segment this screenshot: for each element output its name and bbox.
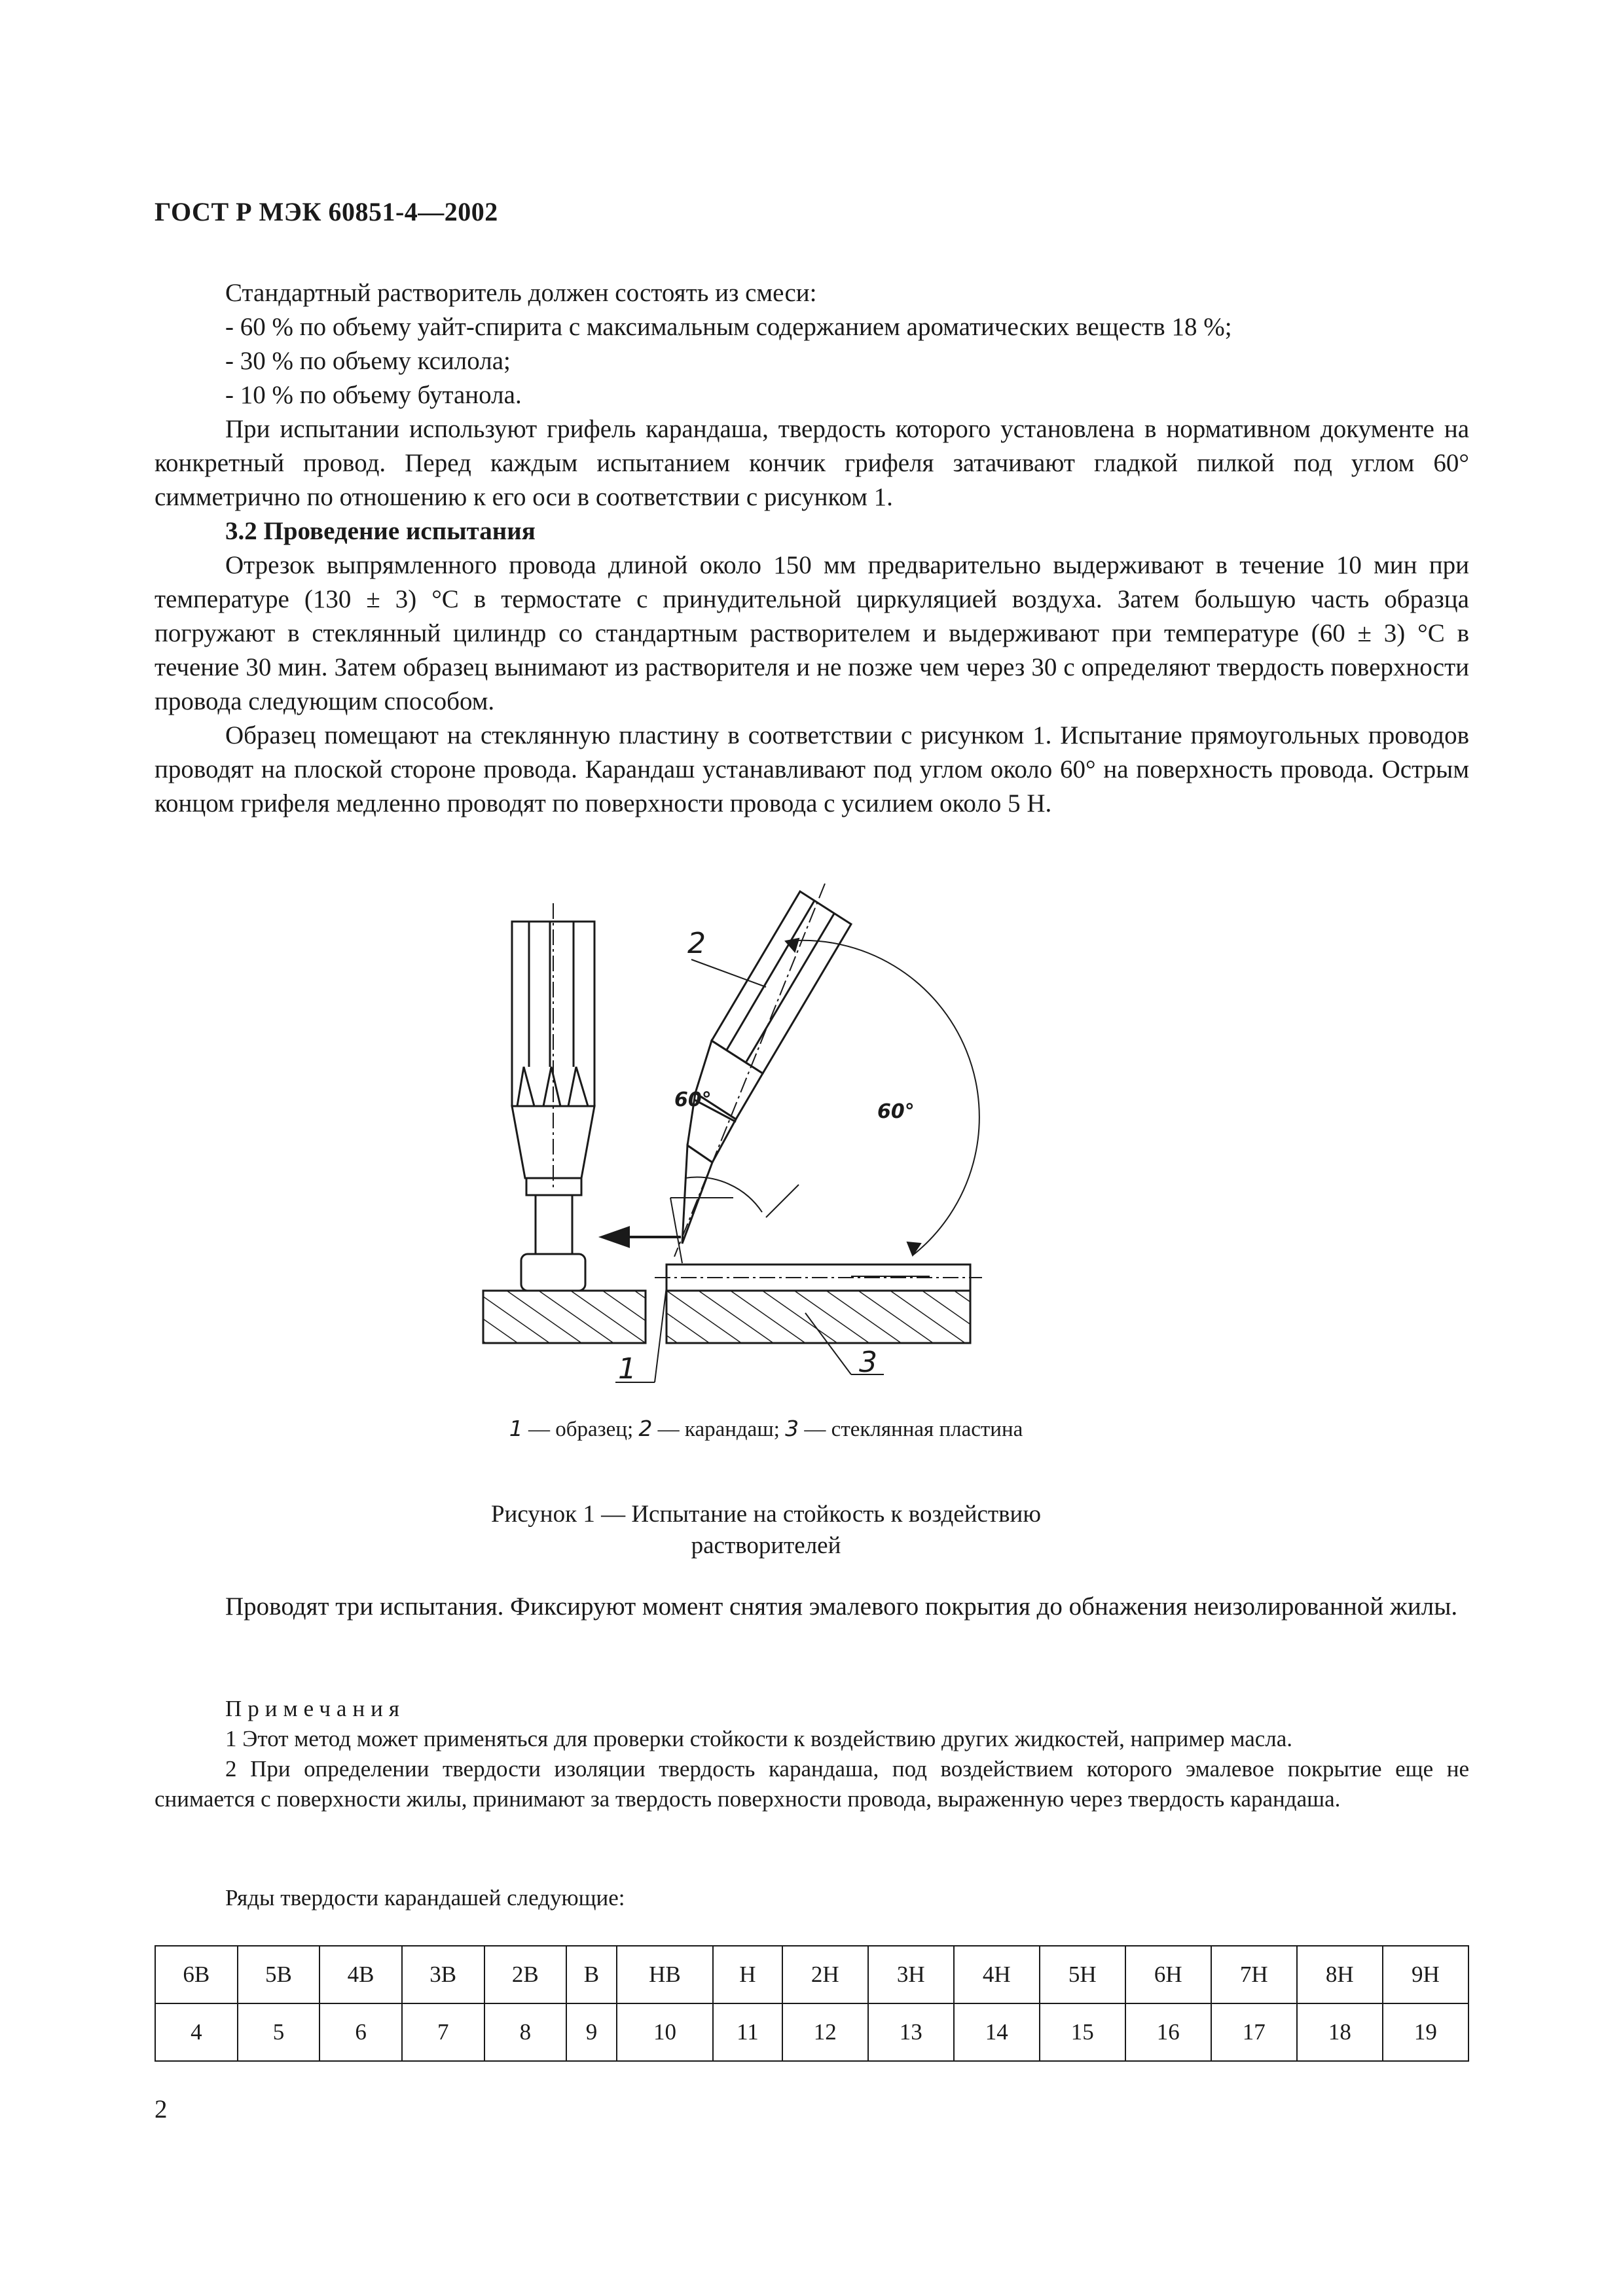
number-cell: 14 — [954, 2003, 1040, 2061]
paragraph-three-tests: Проводят три испытания. Фиксируют момент снятия эмалевого покрытия до обнажения неизолированной жилы. — [225, 1592, 1458, 1621]
legend-text-3: — стеклянная пластина — [799, 1418, 1023, 1441]
grade-cell: 3H — [868, 1946, 954, 2003]
number-cell: 7 — [402, 2003, 484, 2061]
vertical-pencil — [512, 903, 594, 1291]
grade-cell: 2B — [484, 1946, 567, 2003]
paragraph-solvent-item-2: - 30 % по объему ксилола; — [225, 347, 511, 375]
number-cell: 8 — [484, 2003, 567, 2061]
glass-plate-right — [666, 1291, 970, 1343]
grade-cell: 9H — [1383, 1946, 1468, 2003]
number-cell: 11 — [713, 2003, 782, 2061]
label-angle-tip: 60° — [674, 1088, 712, 1111]
grade-cell: 4B — [319, 1946, 402, 2003]
number-cell: 17 — [1211, 2003, 1297, 2061]
after-figure-text — [155, 1589, 1469, 1624]
grade-cell: 6H — [1125, 1946, 1211, 2003]
number-cell: 4 — [155, 2003, 238, 2061]
number-cell: 9 — [566, 2003, 617, 2061]
wire-sample — [655, 1265, 982, 1291]
grade-cell: 7H — [1211, 1946, 1297, 2003]
table-row-grades — [155, 1946, 1468, 2003]
grade-cell: H — [713, 1946, 782, 2003]
grade-cell: 5H — [1040, 1946, 1125, 2003]
legend-key-3: 3 — [785, 1416, 799, 1441]
figure-1-drawing — [458, 877, 1061, 1401]
paragraph-procedure: Отрезок выпрямленного провода длиной около 150 мм предварительно выдерживают в течение 10 мин при температуре (130 ± 3) °С в термостате с принудительной циркуляцией воздуха. Затем большую часть образца погружают в стеклянный цилиндр со стандартным растворителем и выдерживают при температуре (60 ± 3) °С в течение 30 мин. Затем образец вынимают из растворителя и не позже чем через 30 с определяют твердость поверхности провода следующим способом. — [155, 551, 1469, 715]
figure-legend — [484, 1414, 1048, 1444]
table-row-numbers — [155, 2003, 1468, 2061]
number-cell: 13 — [868, 2003, 954, 2061]
grade-cell: B — [566, 1946, 617, 2003]
figure-caption: Рисунок 1 — Испытание на стойкость к воздействию растворителей — [490, 1501, 1041, 1559]
number-cell: 16 — [1125, 2003, 1211, 2061]
number-cell: 15 — [1040, 2003, 1125, 2061]
number-cell: 5 — [238, 2003, 320, 2061]
grade-cell: 6B — [155, 1946, 238, 2003]
document-header: ГОСТ Р МЭК 60851-4—2002 — [155, 197, 498, 226]
label-3: 3 — [859, 1346, 877, 1379]
legend-text-1: — образец; — [522, 1418, 639, 1441]
body-text — [155, 276, 1469, 821]
paragraph-sample-placement: Образец помещают на стеклянную пластину в соответствии с рисунком 1. Испытание прямоугольных проводов проводят на плоской стороне провода. Карандаш устанавливают под углом около 60° на поверхность провода. Острым концом грифеля медленно проводят по поверхности провода с усилием около 5 Н. — [155, 721, 1469, 817]
grade-cell: 5B — [238, 1946, 320, 2003]
notes-title: Примечания — [225, 1696, 406, 1721]
notes-block — [155, 1694, 1469, 1814]
grade-cell: 3B — [402, 1946, 484, 2003]
page-number: 2 — [155, 2095, 168, 2123]
legend-key-1: 1 — [509, 1416, 523, 1441]
hardness-intro: Ряды твердости карандашей следующие: — [225, 1885, 625, 1910]
number-cell: 6 — [319, 2003, 402, 2061]
label-1: 1 — [618, 1352, 636, 1386]
number-cell: 12 — [782, 2003, 868, 2061]
glass-plate-left — [483, 1291, 646, 1343]
grade-cell: 8H — [1297, 1946, 1383, 2003]
paragraph-solvent-item-3: - 10 % по объему бутанола. — [225, 381, 522, 409]
grade-cell: 4H — [954, 1946, 1040, 2003]
label-2: 2 — [687, 927, 706, 960]
legend-text-2: — карандаш; — [652, 1418, 786, 1441]
paragraph-pencil-lead: При испытании используют грифель карандаша, твердость которого установлена в нормативном документе на конкретный провод. Перед каждым испытанием кончик грифеля затачивают гладкой пилкой под углом 60° симметрично по отношению к его оси в соответствии с рисунком 1. — [155, 415, 1469, 511]
legend-key-2: 2 — [638, 1416, 653, 1441]
number-cell: 19 — [1383, 2003, 1468, 2061]
grade-cell: HB — [617, 1946, 713, 2003]
number-cell: 10 — [617, 2003, 713, 2061]
note-1: 1 Этот метод может применяться для проверки стойкости к воздействию других жидкостей, например масла. — [225, 1726, 1293, 1751]
label-angle-pencil: 60° — [877, 1100, 915, 1123]
paragraph-solvent-intro: Стандартный растворитель должен состоять из смеси: — [225, 279, 817, 307]
direction-arrow — [602, 1228, 681, 1246]
note-2: 2 При определении твердости изоляции твердость карандаша, под воздействием которого эмалевое покрытие еще не снимается с поверхности жилы, принимают за твердость поверхности провода, выраженную через твердость карандаша. — [155, 1756, 1469, 1812]
hardness-table — [155, 1945, 1469, 2062]
number-cell: 18 — [1297, 2003, 1383, 2061]
paragraph-solvent-item-1: - 60 % по объему уайт-спирита с максимальным содержанием ароматических веществ 18 %; — [225, 313, 1232, 341]
section-heading: 3.2 Проведение испытания — [225, 517, 536, 545]
grade-cell: 2H — [782, 1946, 868, 2003]
